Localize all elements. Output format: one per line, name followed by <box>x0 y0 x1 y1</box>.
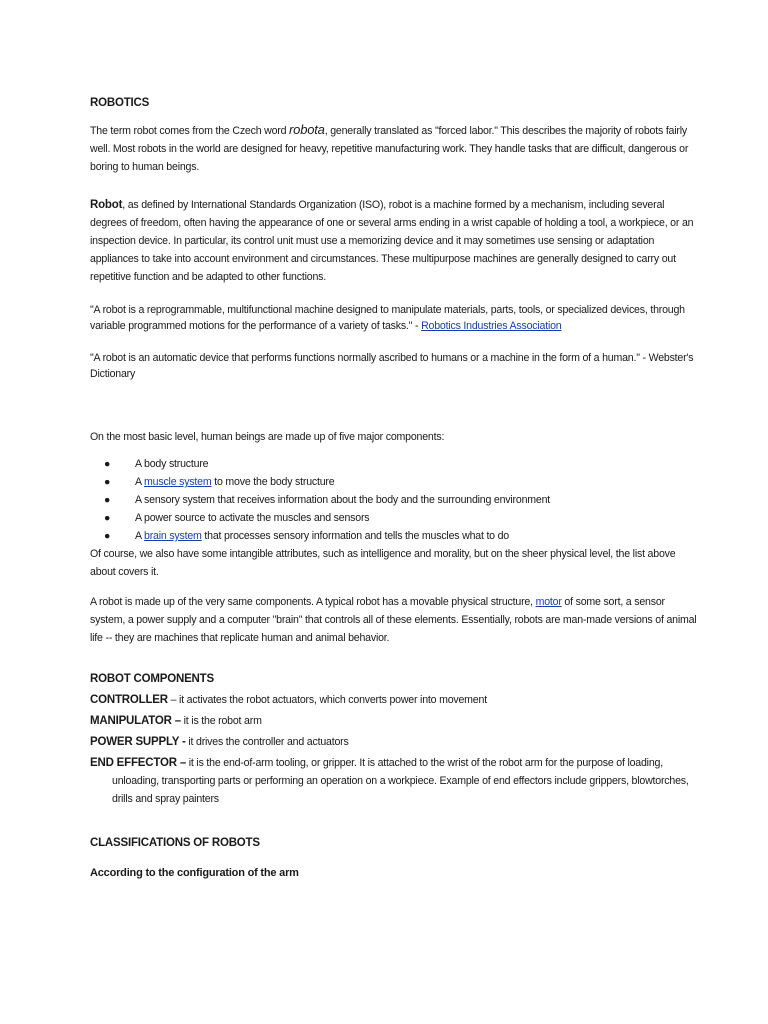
list-item-text: that processes sensory information and tells the muscles what to do <box>201 530 510 542</box>
list-item-text: to move the body structure <box>211 476 335 488</box>
component-desc: it is the end-of-arm tooling, or gripper. It is attached to the wrist of the robot arm for the purpose of loading, unloading, transporting parts or performing an operation on a workpiece. Example of end effectors include grippers, blowtorches, drills and spray painters <box>112 757 689 805</box>
component-desc: – it activates the robot actuators, which converts power into movement <box>167 694 487 706</box>
robot-made-paragraph <box>90 593 698 647</box>
intro-italic-word: robota <box>289 122 325 137</box>
component-controller <box>90 691 698 709</box>
components-list <box>90 455 698 545</box>
quote-ria-text: "A robot is a reprogrammable, multifunctional machine designed to manipulate materials, parts, tools, or specialized devices, through variable programmed motions for the performance of a variety of tasks." - <box>90 304 685 332</box>
bullet-icon: ● <box>104 530 111 542</box>
list-item <box>90 509 698 527</box>
component-manipulator <box>90 712 698 730</box>
list-item-text: A <box>135 530 145 542</box>
intangible-paragraph: Of course, we also have some intangible attributes, such as intelligence and morality, but on the sheer physical level, the list above about covers it. <box>90 548 676 578</box>
robot-components-heading: ROBOT COMPONENTS <box>90 673 214 685</box>
definition-lead: Robot <box>90 199 123 211</box>
motor-link[interactable]: motor <box>535 596 562 608</box>
bullet-icon: ● <box>104 458 111 470</box>
component-desc: it is the robot arm <box>180 715 262 727</box>
quote-webster: "A robot is an automatic device that performs functions normally ascribed to humans or a machine in the form of a human." - Webster's Dictionary <box>90 352 694 380</box>
list-item-text: A power source to activate the muscles and sensors <box>135 512 370 524</box>
page-title: ROBOTICS <box>90 97 150 109</box>
component-power-supply <box>90 733 698 751</box>
definition-paragraph <box>90 196 698 286</box>
ria-link[interactable]: Robotics Industries Association <box>421 320 562 332</box>
bullet-icon: ● <box>104 512 111 524</box>
muscle-system-link[interactable]: muscle system <box>144 476 212 488</box>
list-item <box>90 473 698 491</box>
list-item <box>90 527 698 545</box>
bullet-icon: ● <box>104 494 111 506</box>
list-item-text: A sensory system that receives information about the body and the surrounding environment <box>135 494 551 506</box>
intro-text-end: , generally translated as "forced labor." This describes the majority of robots fairly well. Most robots in the world are designed for heavy, repetitive manufacturing work. They handle tasks that are difficult, dangerous or boring to human beings. <box>90 125 689 173</box>
robot-made-text-end: of some sort, a sensor system, a power supply and a computer "brain" that controls all of these elements. Essentially, robots are man-made versions of animal life -- they are machines that replicate human and animal behavior. <box>90 596 697 644</box>
intro-paragraph <box>90 121 698 176</box>
brain-system-link[interactable]: brain system <box>144 530 202 542</box>
component-term: MANIPULATOR – <box>90 715 181 727</box>
component-term: END EFFECTOR – <box>90 757 187 769</box>
basic-level-intro: On the most basic level, human beings are made up of five major components: <box>90 431 445 443</box>
definition-text: , as defined by International Standards Organization (ISO), robot is a machine formed by a mechanism, including several degrees of freedom, often having the appearance of one or several arms ending in a wrist capable of holding a tool, a workpiece, or an inspection device. In particular, its control unit must use a memorizing device and it may sometimes use sensing or adaptation appliances to take into account environment and circumstances. These multipurpose machines are generally designed to carry out repetitive function and be adapted to other functions. <box>90 199 694 283</box>
quote-ria <box>90 302 698 334</box>
list-item <box>90 455 698 473</box>
component-term: POWER SUPPLY - <box>90 736 186 748</box>
list-item-text: A <box>135 476 145 488</box>
intro-text-start: The term robot comes from the Czech word <box>90 125 290 137</box>
component-term: CONTROLLER <box>90 694 168 706</box>
bullet-icon: ● <box>104 476 111 488</box>
component-end-effector <box>90 754 698 808</box>
list-item-text: A body structure <box>135 458 209 470</box>
classifications-heading: CLASSIFICATIONS OF ROBOTS <box>90 837 260 849</box>
robot-made-text-start: A robot is made up of the very same components. A typical robot has a movable physical structure, <box>90 596 536 608</box>
list-item <box>90 491 698 509</box>
classifications-subheading: According to the configuration of the arm <box>90 867 299 879</box>
component-desc: it drives the controller and actuators <box>185 736 349 748</box>
